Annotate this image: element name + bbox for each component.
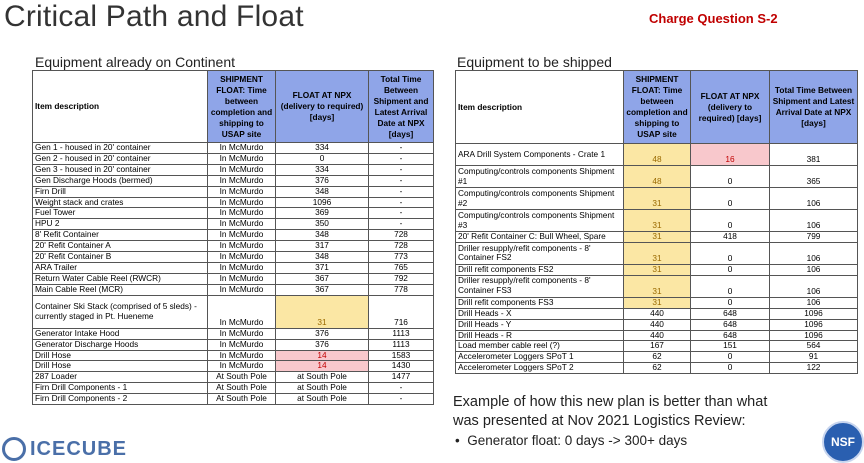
cell-total-time: 381 — [770, 144, 858, 166]
cell-float-npx: 648 — [691, 330, 770, 341]
table-row — [33, 328, 434, 339]
right-table-body — [456, 144, 858, 374]
icecube-logo — [2, 437, 127, 461]
table-row — [33, 361, 434, 372]
cell-item: Firn Drill Components - 2 — [33, 394, 208, 405]
cell-shipment-float: 62 — [624, 352, 691, 363]
cell-item: Accelerometer Loggers SPoT 1 — [456, 352, 624, 363]
table-row — [33, 284, 434, 295]
cell-float-npx: 376 — [276, 175, 369, 186]
cell-item: ARA Drill System Components - Crate 1 — [456, 144, 624, 166]
cell-shipment-float: In McMurdo — [208, 339, 276, 350]
col-header-item: Item description — [33, 71, 208, 143]
cell-shipment-float: 31 — [624, 264, 691, 275]
cell-float-npx: 0 — [691, 352, 770, 363]
cell-total-time: 728 — [369, 230, 434, 241]
table-row — [33, 143, 434, 154]
cell-item: Fuel Tower — [33, 208, 208, 219]
cell-float-npx: 376 — [276, 328, 369, 339]
table-row — [456, 308, 858, 319]
cell-total-time: - — [369, 164, 434, 175]
note-bullet: • Generator float: 0 days -> 300+ days — [455, 433, 688, 448]
cell-item: Gen 3 - housed in 20' container — [33, 164, 208, 175]
table-row — [33, 262, 434, 273]
cell-shipment-float: In McMurdo — [208, 273, 276, 284]
cell-float-npx: 350 — [276, 219, 369, 230]
cell-shipment-float: In McMurdo — [208, 328, 276, 339]
cell-shipment-float: In McMurdo — [208, 175, 276, 186]
cell-item: HPU 2 — [33, 219, 208, 230]
cell-total-time: 1113 — [369, 339, 434, 350]
table-row — [456, 275, 858, 297]
table-row — [456, 319, 858, 330]
table-row — [33, 230, 434, 241]
cell-float-npx: 0 — [691, 264, 770, 275]
table-row — [33, 175, 434, 186]
cell-float-npx: 0 — [691, 297, 770, 308]
table-row — [456, 166, 858, 188]
cell-item: 20' Refit Container C: Bull Wheel, Spare — [456, 232, 624, 243]
table-row — [33, 164, 434, 175]
nsf-logo-text: NSF — [831, 435, 855, 449]
cell-shipment-float: 440 — [624, 319, 691, 330]
table-row — [33, 153, 434, 164]
table-row — [33, 241, 434, 252]
cell-float-npx: at South Pole — [276, 372, 369, 383]
col-header-shipment-float: SHIPMENT FLOAT: Time between completion and shipping to USAP site — [624, 71, 691, 144]
cell-shipment-float: 440 — [624, 308, 691, 319]
cell-total-time: 773 — [369, 252, 434, 263]
cell-shipment-float: 48 — [624, 166, 691, 188]
cell-item: 8' Refit Container — [33, 230, 208, 241]
table-row — [33, 219, 434, 230]
cell-item: Return Water Cable Reel (RWCR) — [33, 273, 208, 284]
cell-total-time: 1096 — [770, 308, 858, 319]
cell-float-npx: 0 — [691, 188, 770, 210]
cell-item: Computing/controls components Shipment #3 — [456, 210, 624, 232]
note-line-1: Example of how this new plan is better than what — [453, 394, 768, 410]
cell-item: Drill Heads - Y — [456, 319, 624, 330]
cell-item: Firn Drill — [33, 186, 208, 197]
cell-total-time: 106 — [770, 188, 858, 210]
table-row — [456, 330, 858, 341]
table-row — [33, 350, 434, 361]
cell-total-time: - — [369, 153, 434, 164]
cell-float-npx: 0 — [276, 153, 369, 164]
cell-total-time: 122 — [770, 363, 858, 374]
page-title: Critical Path and Float — [4, 0, 304, 33]
cell-item: Container Ski Stack (comprised of 5 sleds) - currently staged in Pt. Hueneme — [33, 295, 208, 328]
cell-total-time: - — [369, 143, 434, 154]
cell-shipment-float: In McMurdo — [208, 208, 276, 219]
cell-float-npx: 0 — [691, 242, 770, 264]
cell-total-time: - — [369, 208, 434, 219]
cell-shipment-float: 31 — [624, 242, 691, 264]
table-row — [33, 295, 434, 328]
cell-item: Gen 2 - housed in 20' container — [33, 153, 208, 164]
cell-float-npx: 14 — [276, 350, 369, 361]
cell-shipment-float: At South Pole — [208, 372, 276, 383]
cell-shipment-float: At South Pole — [208, 394, 276, 405]
table-row — [33, 186, 434, 197]
cell-float-npx: 334 — [276, 164, 369, 175]
table-row — [456, 297, 858, 308]
cell-item: Generator Discharge Hoods — [33, 339, 208, 350]
table-row — [456, 352, 858, 363]
cell-total-time: 106 — [770, 275, 858, 297]
table-row — [456, 188, 858, 210]
cell-shipment-float: In McMurdo — [208, 241, 276, 252]
table-row — [33, 208, 434, 219]
cell-item: Drill Hose — [33, 361, 208, 372]
cell-item: Gen 1 - housed in 20' container — [33, 143, 208, 154]
cell-item: Drill Heads - R — [456, 330, 624, 341]
col-header-float-npx: FLOAT AT NPX (delivery to required) [days] — [691, 71, 770, 144]
cell-item: Computing/controls components Shipment #2 — [456, 188, 624, 210]
col-header-float-npx: FLOAT AT NPX (delivery to required) [days] — [276, 71, 369, 143]
cell-shipment-float: 31 — [624, 275, 691, 297]
cell-shipment-float: 31 — [624, 232, 691, 243]
cell-item: 20' Refit Container B — [33, 252, 208, 263]
table-row — [456, 232, 858, 243]
cell-float-npx: at South Pole — [276, 383, 369, 394]
table-row — [456, 363, 858, 374]
cell-shipment-float: At South Pole — [208, 383, 276, 394]
cell-total-time: - — [369, 197, 434, 208]
cell-item: Generator Intake Hood — [33, 328, 208, 339]
cell-float-npx: 151 — [691, 341, 770, 352]
cell-item: Computing/controls components Shipment #1 — [456, 166, 624, 188]
cell-shipment-float: In McMurdo — [208, 143, 276, 154]
table-row — [456, 144, 858, 166]
col-header-shipment-float: SHIPMENT FLOAT: Time between completion and shipping to USAP site — [208, 71, 276, 143]
cell-shipment-float: In McMurdo — [208, 295, 276, 328]
table-row — [33, 273, 434, 284]
cell-item: Accelerometer Loggers SPoT 2 — [456, 363, 624, 374]
cell-item: Drill Hose — [33, 350, 208, 361]
cell-float-npx: 0 — [691, 363, 770, 374]
cell-item: Drill refit components FS3 — [456, 297, 624, 308]
cell-float-npx: 371 — [276, 262, 369, 273]
right-section-heading: Equipment to be shipped — [457, 54, 612, 70]
cell-float-npx: 348 — [276, 252, 369, 263]
cell-total-time: 365 — [770, 166, 858, 188]
cell-total-time: 1477 — [369, 372, 434, 383]
table-row — [456, 264, 858, 275]
cell-item: Firn Drill Components - 1 — [33, 383, 208, 394]
cell-item: Weight stack and crates — [33, 197, 208, 208]
cell-total-time: - — [369, 175, 434, 186]
cell-total-time: - — [369, 394, 434, 405]
cell-float-npx: 0 — [691, 275, 770, 297]
cell-shipment-float: In McMurdo — [208, 197, 276, 208]
cell-float-npx: 334 — [276, 143, 369, 154]
cell-total-time: 91 — [770, 352, 858, 363]
cell-float-npx: 648 — [691, 319, 770, 330]
cell-total-time: 728 — [369, 241, 434, 252]
cell-float-npx: 367 — [276, 273, 369, 284]
col-header-item: Item description — [456, 71, 624, 144]
cell-item: Load member cable reel (?) — [456, 341, 624, 352]
cell-item: 287 Loader — [33, 372, 208, 383]
cell-total-time: 1583 — [369, 350, 434, 361]
cell-total-time: 564 — [770, 341, 858, 352]
cell-total-time: 106 — [770, 297, 858, 308]
cell-total-time: - — [369, 186, 434, 197]
cell-shipment-float: 440 — [624, 330, 691, 341]
cell-total-time: 792 — [369, 273, 434, 284]
cell-float-npx: 1096 — [276, 197, 369, 208]
table-row — [33, 197, 434, 208]
cell-total-time: 106 — [770, 264, 858, 275]
icecube-logo-icon — [2, 437, 26, 461]
note-bullet-text: Generator float: 0 days -> 300+ days — [467, 433, 688, 448]
cell-float-npx: 376 — [276, 339, 369, 350]
cell-shipment-float: In McMurdo — [208, 361, 276, 372]
cell-shipment-float: In McMurdo — [208, 186, 276, 197]
cell-item: 20' Refit Container A — [33, 241, 208, 252]
table-row — [33, 394, 434, 405]
cell-float-npx: 14 — [276, 361, 369, 372]
icecube-logo-text: ICECUBE — [30, 437, 128, 460]
left-equipment-table — [32, 70, 434, 405]
table-row — [456, 242, 858, 264]
cell-float-npx: 418 — [691, 232, 770, 243]
cell-shipment-float: In McMurdo — [208, 164, 276, 175]
charge-question-label: Charge Question S-2 — [649, 11, 778, 26]
cell-total-time: 765 — [369, 262, 434, 273]
cell-item: Driller resupply/refit components - 8' Container FS2 — [456, 242, 624, 264]
cell-item: Main Cable Reel (MCR) — [33, 284, 208, 295]
table-row — [456, 341, 858, 352]
cell-total-time: 778 — [369, 284, 434, 295]
cell-shipment-float: 167 — [624, 341, 691, 352]
left-section-heading: Equipment already on Continent — [35, 54, 236, 70]
cell-item: Drill Heads - X — [456, 308, 624, 319]
cell-float-npx: at South Pole — [276, 394, 369, 405]
right-equipment-table — [455, 70, 858, 374]
cell-total-time: 799 — [770, 232, 858, 243]
cell-shipment-float: In McMurdo — [208, 252, 276, 263]
cell-shipment-float: 62 — [624, 363, 691, 374]
cell-float-npx: 16 — [691, 144, 770, 166]
cell-total-time: 1096 — [770, 319, 858, 330]
cell-float-npx: 0 — [691, 166, 770, 188]
cell-total-time: 106 — [770, 210, 858, 232]
col-header-total-time: Total Time Between Shipment and Latest Arrival Date at NPX [days] — [770, 71, 858, 144]
cell-total-time: 106 — [770, 242, 858, 264]
cell-total-time: 1430 — [369, 361, 434, 372]
cell-shipment-float: In McMurdo — [208, 350, 276, 361]
cell-total-time: - — [369, 383, 434, 394]
cell-total-time: 1096 — [770, 330, 858, 341]
col-header-total-time: Total Time Between Shipment and Latest Arrival Date at NPX [days] — [369, 71, 434, 143]
cell-total-time: 1113 — [369, 328, 434, 339]
cell-item: Driller resupply/refit components - 8' Container FS3 — [456, 275, 624, 297]
cell-float-npx: 369 — [276, 208, 369, 219]
cell-total-time: 716 — [369, 295, 434, 328]
cell-float-npx: 0 — [691, 210, 770, 232]
nsf-logo — [822, 421, 864, 463]
table-row — [33, 339, 434, 350]
table-row — [456, 210, 858, 232]
cell-shipment-float: 48 — [624, 144, 691, 166]
table-row — [33, 383, 434, 394]
table-row — [33, 372, 434, 383]
cell-shipment-float: In McMurdo — [208, 230, 276, 241]
cell-total-time: - — [369, 219, 434, 230]
left-table-body — [33, 143, 434, 405]
cell-float-npx: 648 — [691, 308, 770, 319]
cell-float-npx: 348 — [276, 186, 369, 197]
cell-shipment-float: In McMurdo — [208, 219, 276, 230]
cell-item: Gen Discharge Hoods (bermed) — [33, 175, 208, 186]
note-line-2: was presented at Nov 2021 Logistics Review: — [453, 413, 746, 429]
cell-shipment-float: 31 — [624, 188, 691, 210]
cell-shipment-float: In McMurdo — [208, 153, 276, 164]
cell-float-npx: 317 — [276, 241, 369, 252]
cell-shipment-float: In McMurdo — [208, 262, 276, 273]
cell-float-npx: 348 — [276, 230, 369, 241]
cell-item: Drill refit components FS2 — [456, 264, 624, 275]
cell-item: ARA Trailer — [33, 262, 208, 273]
cell-shipment-float: 31 — [624, 210, 691, 232]
cell-shipment-float: 31 — [624, 297, 691, 308]
cell-float-npx: 31 — [276, 295, 369, 328]
cell-float-npx: 367 — [276, 284, 369, 295]
cell-shipment-float: In McMurdo — [208, 284, 276, 295]
table-row — [33, 252, 434, 263]
